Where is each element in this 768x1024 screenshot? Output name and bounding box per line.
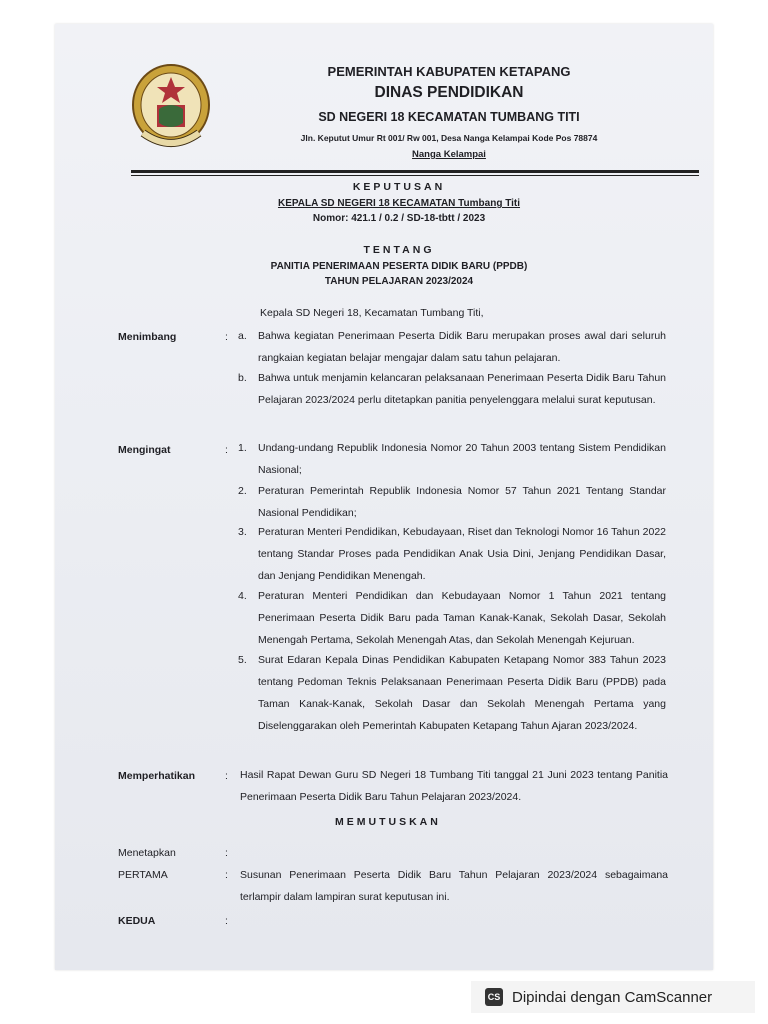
camscanner-watermark — [471, 981, 755, 1013]
menimbang-colon: : — [225, 331, 228, 343]
menimbang-item-a — [238, 325, 666, 369]
mengingat-colon: : — [225, 444, 228, 456]
item-text: Peraturan Pemerintah Republik Indonesia Nomor 57 Tahun 2021 Tentang Standar Nasional Pendidikan; — [258, 485, 666, 519]
header-rule-thick — [131, 170, 699, 173]
item-text: Bahwa kegiatan Penerimaan Peserta Didik Baru merupakan proses awal dari seluruh rangkaian kegiatan belajar mengajar dalam satu tahun pelajaran. — [258, 330, 666, 364]
item-marker: 2. — [238, 485, 247, 497]
school-place: Nanga Kelampai — [412, 149, 486, 160]
memutuskan-heading: MEMUTUSKAN — [335, 816, 441, 828]
school-name: SD NEGERI 18 KECAMATAN TUMBANG TITI — [318, 110, 580, 124]
menimbang-item-b — [238, 367, 666, 411]
item-marker: a. — [238, 330, 247, 342]
pertama-text: Susunan Penerimaan Peserta Didik Baru Tahun Pelajaran 2023/2024 sebagaimana terlampir dalam lampiran surat keputusan ini. — [240, 869, 668, 903]
decree-about: TENTANG — [363, 244, 435, 256]
decree-year: TAHUN PELAJARAN 2023/2024 — [324, 276, 474, 287]
mengingat-label: Mengingat — [118, 444, 171, 456]
pertama-colon: : — [225, 869, 228, 881]
item-marker: 5. — [238, 654, 247, 666]
pertama-label: PERTAMA — [118, 869, 168, 881]
item-text: Peraturan Menteri Pendidikan dan Kebudayaan Nomor 1 Tahun 2021 tentang Penerimaan Peserta Didik Baru pada Taman Kanak-Kanak, Sekolah Dasar, Sekolah Menengah Pertama, Sekolah Menengah Atas, dan Sekolah Menengah Kejuruan. — [258, 590, 666, 646]
item-marker: b. — [238, 372, 247, 384]
decree-title: KEPUTUSAN — [352, 181, 446, 193]
mengingat-item-3 — [238, 521, 666, 587]
ketapang-regency-emblem — [129, 61, 213, 157]
document-page — [55, 24, 713, 970]
kedua-label: KEDUA — [118, 915, 156, 927]
decree-issuer: KEPALA SD NEGERI 18 KECAMATAN Tumbang Titi — [277, 198, 521, 209]
decree-number: Nomor: 421.1 / 0.2 / SD-18-tbtt / 2023 — [312, 213, 486, 224]
item-text: Surat Edaran Kepala Dinas Pendidikan Kabupaten Ketapang Nomor 383 Tahun 2023 tentang Pedoman Teknis Pelaksanaan Penerimaan Peserta Didik Baru (PPDB) pada Taman Kanak-Kanak, Sekolah Dasar dan Sekolah Menengah Pertama yang Diselenggarakan oleh Pemerintah Kabupaten Ketapang Tahun Ajaran 2023/2024. — [258, 654, 666, 732]
opening-line: Kepala SD Negeri 18, Kecamatan Tumbang Titi, — [260, 307, 484, 319]
mengingat-item-4 — [238, 585, 666, 651]
memperhatikan-text: Hasil Rapat Dewan Guru SD Negeri 18 Tumbang Titi tanggal 21 Juni 2023 tentang Panitia Penerimaan Peserta Didik Baru Tahun Pelajaran 2023/2024. — [240, 769, 668, 803]
decree-subject: PANITIA PENERIMAAN PESERTA DIDIK BARU (PPDB) — [270, 261, 528, 272]
header-rule-thin — [131, 175, 699, 176]
item-marker: 3. — [238, 526, 247, 538]
camscanner-text: Dipindai dengan CamScanner — [512, 988, 713, 1006]
camscanner-logo-icon: CS — [485, 988, 503, 1006]
item-text: Undang-undang Republik Indonesia Nomor 20 Tahun 2003 tentang Sistem Pendidikan Nasional; — [258, 442, 666, 476]
mengingat-item-1 — [238, 437, 666, 481]
mengingat-item-5 — [238, 649, 666, 737]
gov-name: PEMERINTAH KABUPATEN KETAPANG — [327, 64, 571, 79]
kedua-colon: : — [225, 915, 228, 927]
agency-name: DINAS PENDIDIKAN — [374, 84, 524, 101]
school-address: Jln. Keputut Umur Rt 001/ Rw 001, Desa Nanga Kelampai Kode Pos 78874 — [300, 133, 598, 143]
item-marker: 4. — [238, 590, 247, 602]
item-marker: 1. — [238, 442, 247, 454]
memperhatikan-colon: : — [225, 770, 228, 782]
memperhatikan-label: Memperhatikan — [118, 770, 196, 782]
item-text: Peraturan Menteri Pendidikan, Kebudayaan, Riset dan Teknologi Nomor 16 Tahun 2022 tentang Standar Proses pada Pendidikan Anak Usia Dini, Jenjang Pendidikan Dasar, dan Jenjang Pendidikan Menengah. — [258, 526, 666, 582]
item-text: Bahwa untuk menjamin kelancaran pelaksanaan Penerimaan Peserta Didik Baru Tahun Pelajaran 2023/2024 perlu ditetapkan panitia penyelenggara melalui surat keputusan. — [258, 372, 666, 406]
menetapkan-colon: : — [225, 847, 228, 859]
menetapkan-label: Menetapkan — [118, 847, 176, 859]
menimbang-label: Menimbang — [118, 331, 177, 343]
mengingat-item-2 — [238, 480, 666, 524]
